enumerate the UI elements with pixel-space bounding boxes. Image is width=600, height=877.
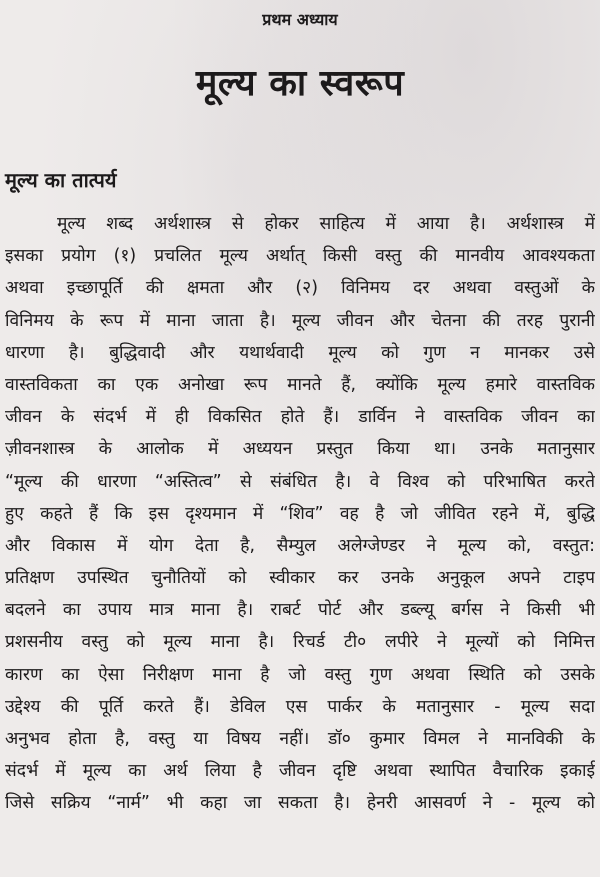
paragraph-line: ज़ीवनशास्त्र के आलोक में अध्ययन प्रस्तुत किया था। उनके मतानुसार [5, 439, 595, 460]
paragraph-line: जिसे सक्रिय “नार्म” भी कहा जा सकता है। हेनरी आसवर्ण ने - मूल्य को [5, 793, 595, 814]
paragraph-line: बदलने का उपाय मात्र माना है। राबर्ट पोर्ट और डब्ल्यू बर्गस ने किसी भी [5, 600, 595, 621]
paragraph-line: जीवन के संदर्भ में ही विकसित होते हैं। डार्विन ने वास्तविक जीवन का [5, 407, 595, 428]
body-paragraph [5, 208, 595, 820]
paragraph-line: और विकास में योग देता है, सैम्युल अलेग्जेण्डर ने मूल्य को, वस्तुत: [5, 535, 595, 556]
chapter-label: प्रथम अध्याय [262, 10, 338, 29]
paragraph-line: उद्देश्य की पूर्ति करते हैं। डेविल एस पार्कर के मतानुसार - मूल्य सदा [5, 696, 595, 717]
section-heading: मूल्य का तात्पर्य [5, 168, 117, 192]
paragraph-line: मूल्य शब्द अर्थशास्त्र से होकर साहित्य में आया है। अर्थशास्त्र में [57, 214, 595, 234]
paragraph-line: प्रतिक्षण उपस्थित चुनौतियों को स्वीकार कर उनके अनुकूल अपने टाइप [5, 568, 595, 589]
chapter-title: मूल्य का स्वरूप [195, 63, 405, 104]
paragraph-line: इसका प्रयोग (१) प्रचलित मूल्य अर्थात् किसी वस्तु की मानवीय आवश्यकता [5, 246, 595, 267]
paragraph-line: अनुभव होता है, वस्तु या विषय नहीं। डॉ० कुमार विमल ने मानविकी के [5, 729, 595, 749]
paragraph-line: वास्तविकता का एक अनोखा रूप मानते हैं, क्योंकि मूल्य हमारे वास्तविक [5, 374, 595, 395]
paragraph-line: कारण का ऐसा निरीक्षण माना है जो वस्तु गुण अथवा स्थिति को उसके [5, 664, 595, 685]
paragraph-line: विनिमय के रूप में माना जाता है। मूल्य जीवन और चेतना की तरह पुरानी [5, 310, 595, 331]
paragraph-line: हुए कहते हैं कि इस दृश्यमान में “शिव” वह है जो जीवित रहने में, बुद्धि [5, 503, 595, 524]
paragraph-line: धारणा है। बुद्धिवादी और यथार्थवादी मूल्य को गुण न मानकर उसे [5, 342, 595, 363]
paragraph-line: संदर्भ में मूल्य का अर्थ लिया है जीवन दृष्टि अथवा स्थापित वैचारिक इकाई [5, 761, 595, 782]
paragraph-line: प्रशसनीय वस्तु को मूल्य माना है। रिचर्ड टी० लपीरे ने मूल्यों को निमित्त [5, 632, 595, 653]
paragraph-line: अथवा इच्छापूर्ति की क्षमता और (२) विनिमय दर अथवा वस्तुओं के [5, 278, 595, 299]
paragraph-line: “मूल्य की धारणा “अस्तित्व” से संबंधित है। वे विश्व को परिभाषित करते [5, 471, 595, 492]
